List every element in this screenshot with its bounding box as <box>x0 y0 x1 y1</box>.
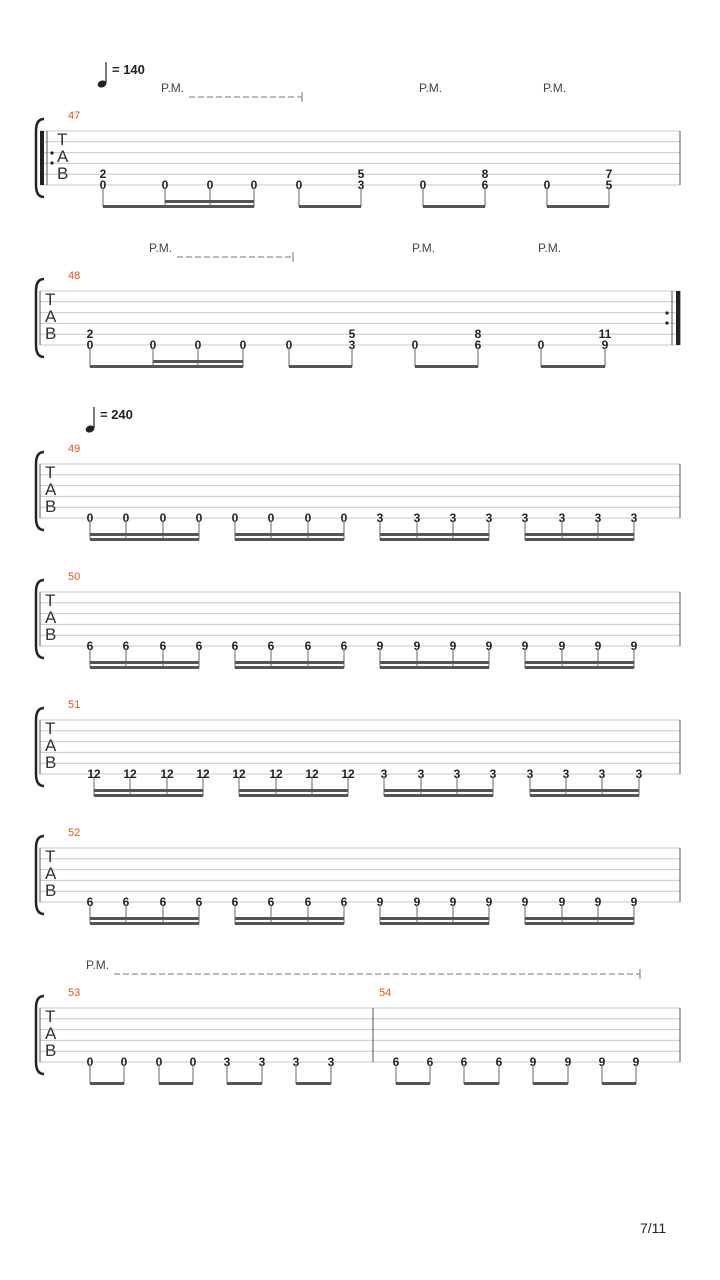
tab-clef-letter: A <box>45 307 57 326</box>
tab-clef-letter: T <box>45 719 56 738</box>
fret-number: 3 <box>357 178 365 192</box>
tab-clef-letter: T <box>45 290 56 309</box>
fret-number: 3 <box>594 511 602 525</box>
fret-number: 2 <box>86 327 94 342</box>
beam <box>90 666 199 669</box>
measure-number: 47 <box>68 110 81 122</box>
beam <box>90 538 199 541</box>
tab-clef-letter: B <box>45 497 57 516</box>
beam <box>525 666 634 669</box>
fret-number: 0 <box>195 511 203 525</box>
fret-number: 9 <box>449 895 457 909</box>
beam <box>289 365 352 368</box>
page-number: 7/11 <box>640 1220 667 1236</box>
palm-mute-label: P.M. <box>86 958 110 972</box>
fret-number: 9 <box>630 639 638 653</box>
beam <box>153 360 243 363</box>
fret-number: 3 <box>521 511 529 525</box>
fret-number: 9 <box>558 639 566 653</box>
beam <box>239 794 348 797</box>
fret-number: 0 <box>206 178 214 192</box>
beam <box>94 794 203 797</box>
tab-clef-letter: T <box>45 1007 56 1026</box>
beam <box>227 1082 262 1085</box>
fret-number: 6 <box>86 895 94 909</box>
beam <box>380 917 489 920</box>
fret-number: 0 <box>86 511 94 525</box>
fret-number: 9 <box>485 639 493 653</box>
beam <box>525 917 634 920</box>
fret-number: 6 <box>304 639 312 653</box>
beam <box>602 1082 636 1085</box>
measure-number: 54 <box>379 987 392 999</box>
fret-number: 9 <box>558 895 566 909</box>
fret-number: 0 <box>120 1055 128 1069</box>
beam <box>90 922 199 925</box>
palm-mute-label: P.M. <box>419 81 443 95</box>
fret-number: 9 <box>485 895 493 909</box>
fret-number: 9 <box>630 895 638 909</box>
fret-number: 9 <box>376 639 384 653</box>
tab-clef-letter: B <box>45 881 57 900</box>
palm-mute-label: P.M. <box>149 241 173 255</box>
beam <box>235 538 344 541</box>
fret-number: 3 <box>327 1055 335 1069</box>
fret-number: 9 <box>598 1055 606 1069</box>
measure-number: 53 <box>68 987 81 999</box>
fret-number: 6 <box>340 639 348 653</box>
fret-number: 12 <box>232 767 246 781</box>
fret-number: 3 <box>635 767 643 781</box>
fret-number: 5 <box>348 327 356 342</box>
tab-clef-letter: A <box>45 864 57 883</box>
fret-number: 5 <box>357 167 365 182</box>
beam <box>235 917 344 920</box>
fret-number: 0 <box>161 178 169 192</box>
fret-number: 3 <box>558 511 566 525</box>
fret-number: 0 <box>304 511 312 525</box>
measure-number: 50 <box>68 571 81 583</box>
fret-number: 12 <box>196 767 210 781</box>
palm-mute-label: P.M. <box>161 81 185 95</box>
beam <box>235 922 344 925</box>
tab-clef-letter: B <box>45 324 57 343</box>
fret-number: 3 <box>258 1055 266 1069</box>
repeat-dot <box>50 151 53 154</box>
repeat-end-thick-bar <box>676 291 680 345</box>
beam <box>525 661 634 664</box>
fret-number: 11 <box>598 327 612 342</box>
fret-number: 6 <box>481 178 489 192</box>
beam <box>90 661 199 664</box>
fret-number: 12 <box>341 767 355 781</box>
fret-number: 3 <box>417 767 425 781</box>
fret-number: 0 <box>419 178 427 192</box>
fret-number: 12 <box>87 767 101 781</box>
beam <box>541 365 605 368</box>
palm-mute-label: P.M. <box>543 81 567 95</box>
measure-number: 52 <box>68 827 81 839</box>
fret-number: 9 <box>521 895 529 909</box>
repeat-dot <box>665 321 668 324</box>
beam <box>235 533 344 536</box>
beam <box>90 1082 124 1085</box>
beam <box>396 1082 430 1085</box>
tempo-marking: = 240 <box>100 407 133 422</box>
beam <box>380 922 489 925</box>
beam <box>235 666 344 669</box>
beam <box>380 533 489 536</box>
repeat-dot <box>665 311 668 314</box>
tab-clef-letter: A <box>45 608 57 627</box>
fret-number: 0 <box>267 511 275 525</box>
tempo-marking: = 140 <box>112 62 145 77</box>
fret-number: 0 <box>250 178 258 192</box>
fret-number: 0 <box>159 511 167 525</box>
fret-number: 3 <box>453 767 461 781</box>
fret-number: 6 <box>495 1055 503 1069</box>
beam <box>533 1082 568 1085</box>
fret-number: 3 <box>489 767 497 781</box>
fret-number: 9 <box>594 639 602 653</box>
beam <box>380 661 489 664</box>
fret-number: 0 <box>194 338 202 352</box>
fret-number: 3 <box>526 767 534 781</box>
fret-number: 0 <box>189 1055 197 1069</box>
tab-clef-letter: A <box>45 1024 57 1043</box>
fret-number: 5 <box>605 178 613 192</box>
fret-number: 6 <box>267 895 275 909</box>
fret-number: 6 <box>195 639 203 653</box>
fret-number: 3 <box>485 511 493 525</box>
palm-mute-label: P.M. <box>538 241 562 255</box>
repeat-dot <box>50 161 53 164</box>
fret-number: 0 <box>99 178 107 192</box>
fret-number: 3 <box>380 767 388 781</box>
tab-clef-letter: T <box>57 130 68 149</box>
fret-number: 3 <box>598 767 606 781</box>
fret-number: 9 <box>564 1055 572 1069</box>
tab-clef-letter: B <box>57 164 69 183</box>
beam <box>525 922 634 925</box>
beam <box>380 538 489 541</box>
beam <box>525 538 634 541</box>
beam <box>423 205 485 208</box>
tab-clef-letter: T <box>45 847 56 866</box>
beam <box>299 205 361 208</box>
measure-number: 48 <box>68 270 81 282</box>
fret-number: 8 <box>474 327 482 342</box>
fret-number: 0 <box>149 338 157 352</box>
tab-clef-letter: A <box>45 736 57 755</box>
fret-number: 6 <box>474 338 482 352</box>
fret-number: 12 <box>305 767 319 781</box>
fret-number: 8 <box>481 167 489 182</box>
beam <box>103 205 254 208</box>
beam <box>530 789 639 792</box>
beam <box>530 794 639 797</box>
fret-number: 6 <box>86 639 94 653</box>
fret-number: 9 <box>601 338 609 352</box>
fret-number: 6 <box>392 1055 400 1069</box>
measure-number: 49 <box>68 443 81 455</box>
fret-number: 12 <box>160 767 174 781</box>
fret-number: 0 <box>543 178 551 192</box>
fret-number: 0 <box>411 338 419 352</box>
fret-number: 9 <box>594 895 602 909</box>
measure-number: 51 <box>68 699 81 711</box>
fret-number: 0 <box>231 511 239 525</box>
beam <box>525 533 634 536</box>
fret-number: 0 <box>537 338 545 352</box>
fret-number: 6 <box>304 895 312 909</box>
fret-number: 3 <box>223 1055 231 1069</box>
beam <box>384 794 493 797</box>
beam <box>384 789 493 792</box>
beam <box>547 205 609 208</box>
fret-number: 3 <box>413 511 421 525</box>
fret-number: 9 <box>449 639 457 653</box>
fret-number: 12 <box>123 767 137 781</box>
fret-number: 3 <box>630 511 638 525</box>
fret-number: 6 <box>122 639 130 653</box>
beam <box>415 365 478 368</box>
fret-number: 6 <box>231 895 239 909</box>
fret-number: 2 <box>99 167 107 182</box>
beam <box>296 1082 331 1085</box>
repeat-start-thick-bar <box>40 131 44 185</box>
fret-number: 9 <box>376 895 384 909</box>
fret-number: 9 <box>413 639 421 653</box>
beam <box>90 365 243 368</box>
fret-number: 0 <box>340 511 348 525</box>
fret-number: 6 <box>340 895 348 909</box>
beam <box>90 533 199 536</box>
fret-number: 6 <box>159 895 167 909</box>
beam <box>90 917 199 920</box>
tab-clef-letter: B <box>45 625 57 644</box>
fret-number: 3 <box>376 511 384 525</box>
fret-number: 0 <box>86 1055 94 1069</box>
fret-number: 9 <box>632 1055 640 1069</box>
tab-clef-letter: B <box>45 753 57 772</box>
fret-number: 0 <box>155 1055 163 1069</box>
fret-number: 6 <box>122 895 130 909</box>
fret-number: 9 <box>529 1055 537 1069</box>
fret-number: 9 <box>521 639 529 653</box>
fret-number: 9 <box>413 895 421 909</box>
beam <box>464 1082 499 1085</box>
beam <box>239 789 348 792</box>
fret-number: 6 <box>460 1055 468 1069</box>
fret-number: 6 <box>159 639 167 653</box>
fret-number: 12 <box>269 767 283 781</box>
fret-number: 3 <box>292 1055 300 1069</box>
fret-number: 0 <box>295 178 303 192</box>
beam <box>235 661 344 664</box>
tab-clef-letter: B <box>45 1041 57 1060</box>
fret-number: 6 <box>267 639 275 653</box>
fret-number: 0 <box>122 511 130 525</box>
fret-number: 0 <box>285 338 293 352</box>
fret-number: 6 <box>231 639 239 653</box>
fret-number: 6 <box>195 895 203 909</box>
fret-number: 7 <box>605 167 613 182</box>
fret-number: 3 <box>562 767 570 781</box>
beam <box>94 789 203 792</box>
fret-number: 0 <box>239 338 247 352</box>
tab-clef-letter: T <box>45 463 56 482</box>
beam <box>165 200 254 203</box>
fret-number: 6 <box>426 1055 434 1069</box>
fret-number: 3 <box>449 511 457 525</box>
beam <box>159 1082 193 1085</box>
palm-mute-label: P.M. <box>412 241 436 255</box>
fret-number: 0 <box>86 338 94 352</box>
beam <box>380 666 489 669</box>
fret-number: 3 <box>348 338 356 352</box>
tab-clef-letter: T <box>45 591 56 610</box>
tab-clef-letter: A <box>45 480 57 499</box>
tab-clef-letter: A <box>57 147 69 166</box>
